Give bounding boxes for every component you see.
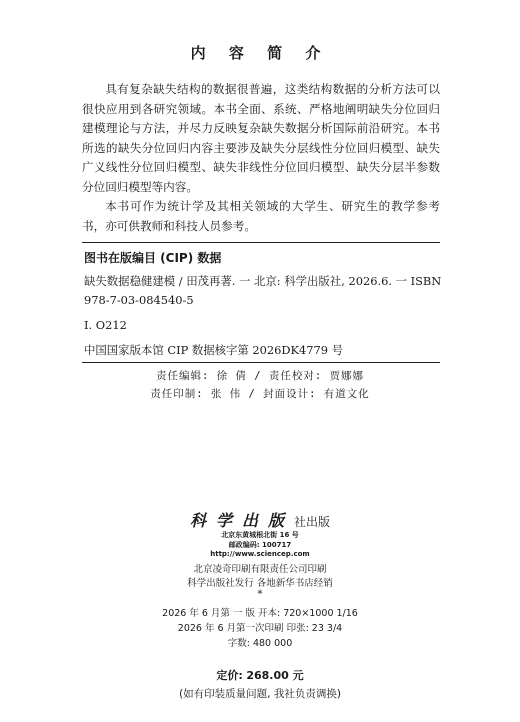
publisher-suffix: 社出版: [294, 515, 331, 529]
cip-line-2: 978-7-03-084540-5: [84, 293, 194, 307]
separator-star: *: [257, 589, 263, 600]
publisher-postcode: 邮政编码: 100717: [228, 541, 292, 549]
summary-paragraph-1: 具有复杂缺失结构的数据很普遍，这类结构数据的分析方法可以很快应用到各研究领域。本书全面、系统、严格地阐明缺失分位回归建模理论与方法，并尽力反映复杂缺失数据分析国际前沿研究。本书所选的缺失分位回归内容主要涉及缺失分层线性分位回归模型、缺失广义线性分位回归模型、缺失非线性分位回归模型、缺失分层半参数分位回归模型等内容。: [82, 82, 440, 194]
price: [0, 667, 520, 683]
page-title: 内 容 简 介: [190, 44, 330, 62]
cip-heading: 图书在版编目 (CIP) 数据: [84, 251, 222, 265]
price-value: 268.00 元: [246, 669, 304, 682]
cip-record: [84, 272, 440, 310]
publisher-website: http://www.sciencep.com: [210, 550, 310, 558]
word-count: 字数: 480 000: [227, 638, 293, 649]
edition-line: 2026 年 6 月第 一 版 开本: 720×1000 1/16: [162, 608, 358, 619]
credits-line-2: 责任印制: 张 伟 / 封面设计: 有道文化: [150, 388, 370, 400]
divider-top: [82, 242, 440, 243]
publisher-name: [0, 508, 520, 531]
publisher-logo: 科学出版: [189, 511, 294, 530]
printing-line: 2026 年 6 月第一次印刷 印张: 23 3/4: [177, 623, 343, 634]
content-summary: [82, 80, 440, 236]
quality-notice: (如有印装质量问题, 我社负责调换): [179, 688, 341, 700]
cip-record-number: 中国国家版本馆 CIP 数据核字第 2026DK4779 号: [84, 343, 344, 357]
cip-line-1: 缺失数据稳健建模 / 田茂再著. 一 北京: 科学出版社, 2026.6. 一 ISBN: [84, 274, 442, 288]
distributor: 科学出版社发行 各地新华书店经销: [187, 578, 333, 589]
credits-line-1: 责任编辑: 徐 倩 / 责任校对: 贾娜娜: [155, 370, 365, 382]
price-label: 定价:: [216, 669, 243, 682]
summary-paragraph-2: 本书可作为统计学及其相关领域的大学生、研究生的教学参考书，亦可供教师和科技人员参考。: [82, 199, 440, 233]
divider-bottom: [82, 362, 440, 363]
publisher-address: 北京东黄城根北街 16 号: [221, 531, 299, 539]
printer: 北京凌奇印刷有限责任公司印刷: [193, 564, 327, 575]
cip-classification: I. O212: [84, 318, 127, 332]
